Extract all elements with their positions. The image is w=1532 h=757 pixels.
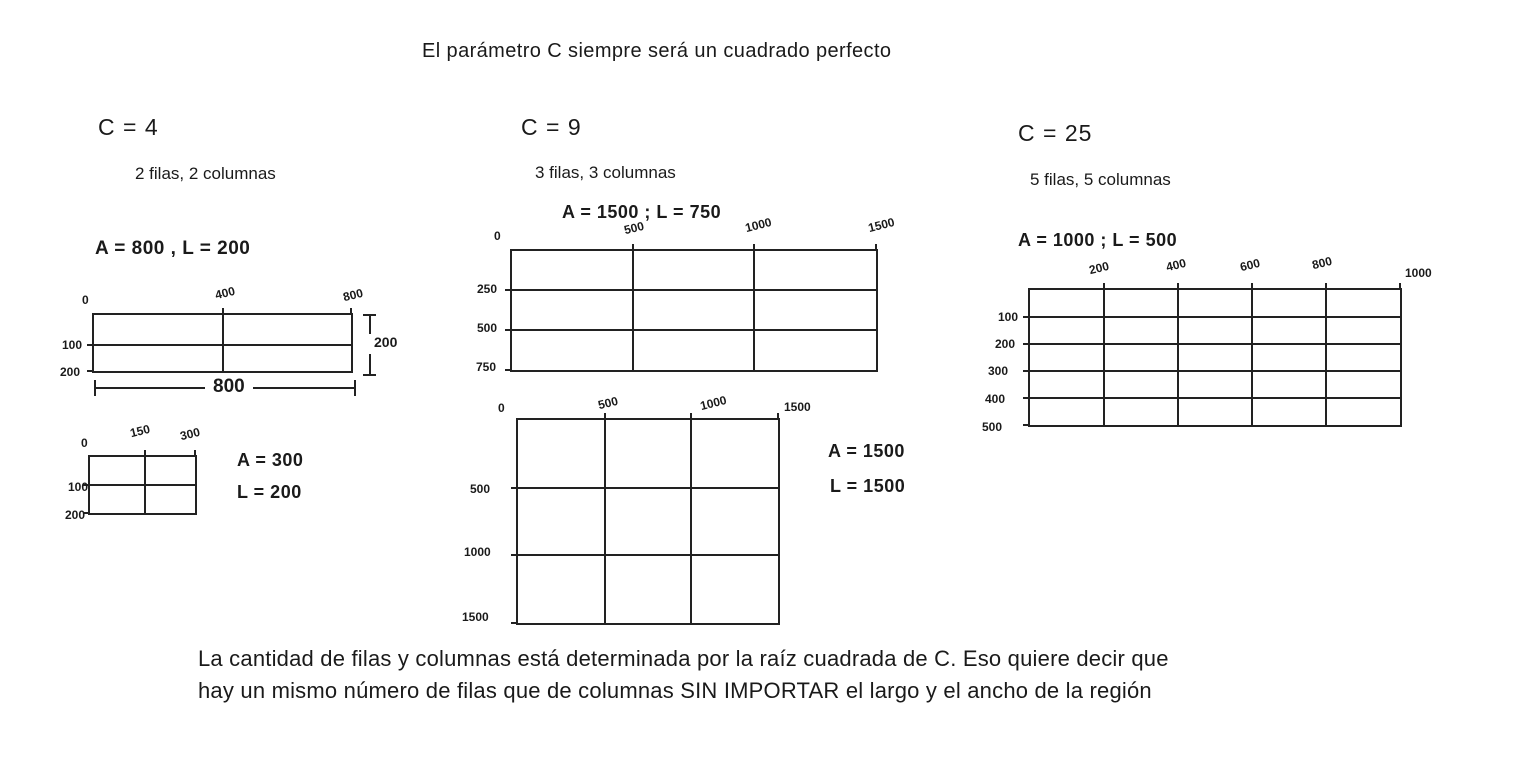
tick-mark [511, 622, 518, 624]
footer-line-2: hay un mismo número de filas que de columnas SIN IMPORTAR el largo y el ancho de la región [198, 678, 1152, 703]
c9-heading: C = 9 [521, 114, 582, 140]
tick-mark [1023, 424, 1030, 426]
tick-mark [144, 450, 146, 457]
c25-params: A = 1000 ; L = 500 [1018, 230, 1178, 250]
grid-line [1103, 290, 1105, 425]
c4-heading: C = 4 [98, 114, 159, 140]
page-title: El parámetro C siempre será un cuadrado perfecto [422, 40, 892, 62]
grid-line [604, 420, 606, 623]
y-tick-label: 100 [68, 480, 89, 494]
dimension-cap [363, 374, 376, 376]
x-tick-label: 1000 [743, 214, 773, 236]
x-tick-label: 0 [81, 436, 88, 450]
x-tick-label: 0 [82, 293, 89, 307]
tick-mark [1399, 283, 1401, 290]
height-dimension-label: 200 [374, 334, 398, 350]
c4-params: A = 800 , L = 200 [95, 238, 251, 259]
x-tick-label: 0 [498, 401, 505, 415]
grid-line [512, 289, 876, 291]
grid-line [94, 344, 351, 346]
y-tick-label: 500 [477, 321, 498, 335]
x-tick-label: 600 [1238, 255, 1262, 275]
x-tick-label: 500 [596, 393, 620, 413]
tick-mark [511, 487, 518, 489]
c4-grid-small [88, 455, 197, 515]
y-tick-label: 300 [988, 364, 1009, 378]
grid-line [632, 251, 634, 370]
tick-mark [194, 450, 196, 457]
grid-line [1251, 290, 1253, 425]
tick-mark [1251, 283, 1253, 290]
tick-mark [777, 413, 779, 420]
tick-mark [1325, 283, 1327, 290]
grid-line [1177, 290, 1179, 425]
x-tick-label: 1500 [784, 400, 811, 414]
tick-mark [604, 413, 606, 420]
x-tick-label: 200 [1087, 258, 1111, 278]
dimension-line [369, 314, 371, 334]
c25-heading: C = 25 [1018, 120, 1093, 146]
x-tick-label: 500 [622, 218, 646, 238]
tick-mark [1023, 370, 1030, 372]
grid-line [690, 420, 692, 623]
tick-mark [1023, 343, 1030, 345]
y-tick-label: 1500 [462, 610, 489, 624]
x-tick-label: 800 [1310, 253, 1334, 273]
y-tick-label: 1000 [464, 545, 491, 559]
grid-line [518, 487, 778, 489]
footer-line-1: La cantidad de filas y columnas está determinada por la raíz cuadrada de C. Eso quiere decir que [198, 646, 1169, 671]
y-tick-label: 100 [998, 310, 1019, 324]
c9-square-area-label: A = 1500 [828, 441, 905, 461]
tick-mark [1177, 283, 1179, 290]
tick-mark [632, 244, 634, 251]
y-tick-label: 500 [470, 482, 491, 496]
grid-line [1325, 290, 1327, 425]
grid-line [1030, 397, 1400, 399]
grid-line [1030, 316, 1400, 318]
tick-mark [505, 289, 512, 291]
x-tick-label: 400 [1164, 255, 1188, 275]
tick-mark [505, 329, 512, 331]
c9-grid-main [510, 249, 878, 372]
tick-mark [1023, 316, 1030, 318]
y-tick-label: 400 [985, 392, 1006, 406]
tick-mark [350, 308, 352, 315]
grid-line [1030, 370, 1400, 372]
x-tick-label: 800 [341, 285, 365, 305]
tick-mark [87, 344, 94, 346]
grid-line [518, 554, 778, 556]
x-tick-label: 1500 [866, 214, 896, 236]
c25-grid [1028, 288, 1402, 427]
tick-mark [222, 308, 224, 315]
c4-subheading: 2 filas, 2 columnas [135, 164, 276, 183]
c4-small-length-label: L = 200 [237, 482, 302, 502]
c25-subheading: 5 filas, 5 columnas [1030, 170, 1171, 189]
tick-mark [87, 370, 94, 372]
tick-mark [505, 369, 512, 371]
x-tick-label: 400 [213, 283, 237, 303]
tick-mark [1023, 397, 1030, 399]
x-tick-label: 1000 [1405, 266, 1432, 280]
y-tick-label: 750 [476, 360, 497, 374]
c4-small-area-label: A = 300 [237, 450, 304, 470]
tick-mark [875, 244, 877, 251]
c9-grid-square [516, 418, 780, 625]
grid-line [90, 484, 195, 486]
x-tick-label: 0 [494, 229, 501, 243]
c9-params: A = 1500 ; L = 750 [562, 202, 722, 222]
dimension-cap [354, 380, 356, 396]
x-tick-label: 1000 [698, 392, 728, 414]
y-tick-label: 200 [995, 337, 1016, 351]
dimension-line [369, 354, 371, 376]
y-tick-label: 100 [62, 338, 83, 352]
tick-mark [753, 244, 755, 251]
grid-line [512, 329, 876, 331]
y-tick-label: 200 [65, 508, 86, 522]
c4-grid-main [92, 313, 353, 373]
tick-mark [511, 554, 518, 556]
c9-square-length-label: L = 1500 [830, 476, 906, 496]
grid-line [753, 251, 755, 370]
grid-line [1030, 343, 1400, 345]
tick-mark [1103, 283, 1105, 290]
y-tick-label: 500 [982, 420, 1003, 434]
tick-mark [690, 413, 692, 420]
x-tick-label: 300 [178, 424, 202, 444]
y-tick-label: 250 [477, 282, 498, 296]
y-tick-label: 200 [60, 365, 81, 379]
x-tick-label: 150 [128, 421, 152, 441]
c9-subheading: 3 filas, 3 columnas [535, 163, 676, 182]
width-dimension-label: 800 [205, 376, 253, 398]
